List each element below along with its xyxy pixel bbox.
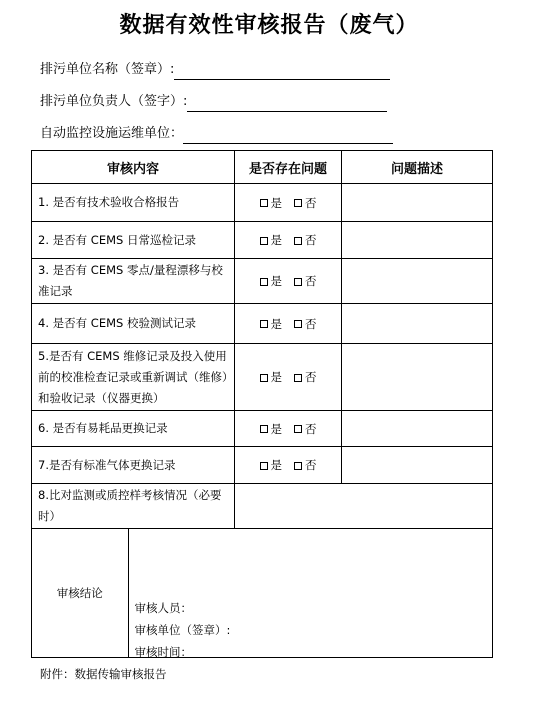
- checkbox-icon[interactable]: [294, 320, 302, 328]
- audit-table: [31, 150, 493, 658]
- row-item: 7.是否有标准气体更换记录: [32, 447, 235, 484]
- attachment-note: 附件：数据传输审核报告: [40, 667, 167, 681]
- row-item: 1. 是否有技术验收合格报告: [32, 184, 235, 222]
- audit-unit-label: 审核单位（签章）:: [134, 623, 231, 637]
- company-name-label: 排污单位名称（签章）:: [40, 62, 175, 77]
- yes-no-check: [235, 259, 342, 304]
- checkbox-icon[interactable]: [260, 462, 268, 470]
- table-header-row: [32, 151, 493, 184]
- checkbox-icon[interactable]: [260, 374, 268, 382]
- yes-option[interactable]: 是: [260, 232, 283, 248]
- conclusion-label: 审核结论: [32, 529, 128, 657]
- yes-option[interactable]: 是: [260, 316, 283, 332]
- table-row: [32, 184, 493, 222]
- yes-no-check: [235, 344, 342, 411]
- problem-description-cell[interactable]: [342, 259, 493, 304]
- yes-option[interactable]: 是: [260, 421, 283, 437]
- no-option[interactable]: 否: [294, 369, 317, 385]
- checkbox-icon[interactable]: [260, 425, 268, 433]
- checkbox-icon[interactable]: [294, 278, 302, 286]
- no-option[interactable]: 否: [294, 421, 317, 437]
- checkbox-icon[interactable]: [260, 278, 268, 286]
- problem-description-cell[interactable]: [342, 344, 493, 411]
- checkbox-icon[interactable]: [294, 462, 302, 470]
- no-option[interactable]: 否: [294, 195, 317, 211]
- problem-description-cell[interactable]: [342, 447, 493, 484]
- yes-option[interactable]: 是: [260, 195, 283, 211]
- checkbox-icon[interactable]: [294, 199, 302, 207]
- company-head-label: 排污单位负责人（签字）:: [40, 94, 188, 109]
- operator-blank[interactable]: [183, 127, 393, 144]
- yes-no-check: [235, 222, 342, 259]
- no-option[interactable]: 否: [294, 232, 317, 248]
- yes-no-check: [235, 304, 342, 344]
- problem-description-cell[interactable]: [342, 304, 493, 344]
- header-has-problem: 是否存在问题: [235, 151, 342, 184]
- checkbox-icon[interactable]: [294, 425, 302, 433]
- row-item: 2. 是否有 CEMS 日常巡检记录: [32, 222, 235, 259]
- company-head-blank[interactable]: [187, 95, 387, 112]
- yes-no-check: [235, 184, 342, 222]
- problem-description-cell[interactable]: [342, 411, 493, 447]
- conclusion-inner: [32, 529, 492, 657]
- no-option[interactable]: 否: [294, 457, 317, 473]
- company-name-field[interactable]: [40, 60, 390, 80]
- company-head-field[interactable]: [40, 92, 387, 112]
- table-row: [32, 411, 493, 447]
- checkbox-icon[interactable]: [294, 374, 302, 382]
- conclusion-row: [32, 529, 493, 658]
- table-row: [32, 484, 493, 529]
- yes-option[interactable]: 是: [260, 457, 283, 473]
- no-option[interactable]: 否: [294, 316, 317, 332]
- report-title: 数据有效性审核报告（废气）: [119, 12, 419, 38]
- conclusion-content[interactable]: [128, 529, 492, 657]
- problem-description-cell[interactable]: [342, 222, 493, 259]
- comparison-result-cell[interactable]: [235, 484, 493, 529]
- yes-option[interactable]: 是: [260, 273, 283, 289]
- header-audit-content: 审核内容: [32, 151, 235, 184]
- operator-field[interactable]: [40, 124, 393, 144]
- table-row: [32, 344, 493, 411]
- row-item: 3. 是否有 CEMS 零点/量程漂移与校准记录: [32, 259, 235, 304]
- row-item: 4. 是否有 CEMS 校验测试记录: [32, 304, 235, 344]
- audit-time-label: 审核时间：: [134, 645, 192, 659]
- signature-block: [129, 530, 493, 659]
- yes-no-check: [235, 411, 342, 447]
- company-name-blank[interactable]: [174, 63, 390, 80]
- table-row: [32, 447, 493, 484]
- row-item: 6. 是否有易耗品更换记录: [32, 411, 235, 447]
- yes-no-check: [235, 447, 342, 484]
- table-row: [32, 304, 493, 344]
- yes-option[interactable]: 是: [260, 369, 283, 385]
- checkbox-icon[interactable]: [260, 199, 268, 207]
- header-problem-description: 问题描述: [342, 151, 493, 184]
- auditor-label: 审核人员：: [134, 601, 192, 615]
- problem-description-cell[interactable]: [342, 184, 493, 222]
- table-row: [32, 222, 493, 259]
- checkbox-icon[interactable]: [260, 237, 268, 245]
- table-row: [32, 259, 493, 304]
- no-option[interactable]: 否: [294, 273, 317, 289]
- row-item: 8.比对监测或质控样考核情况（必要时）: [32, 484, 235, 529]
- checkbox-icon[interactable]: [294, 237, 302, 245]
- row-item: 5.是否有 CEMS 维修记录及投入使用前的校准检查记录或重新调试（维修）和验收记录（仪器更换）: [32, 344, 235, 411]
- checkbox-icon[interactable]: [260, 320, 268, 328]
- operator-label: 自动监控设施运维单位：: [40, 126, 184, 141]
